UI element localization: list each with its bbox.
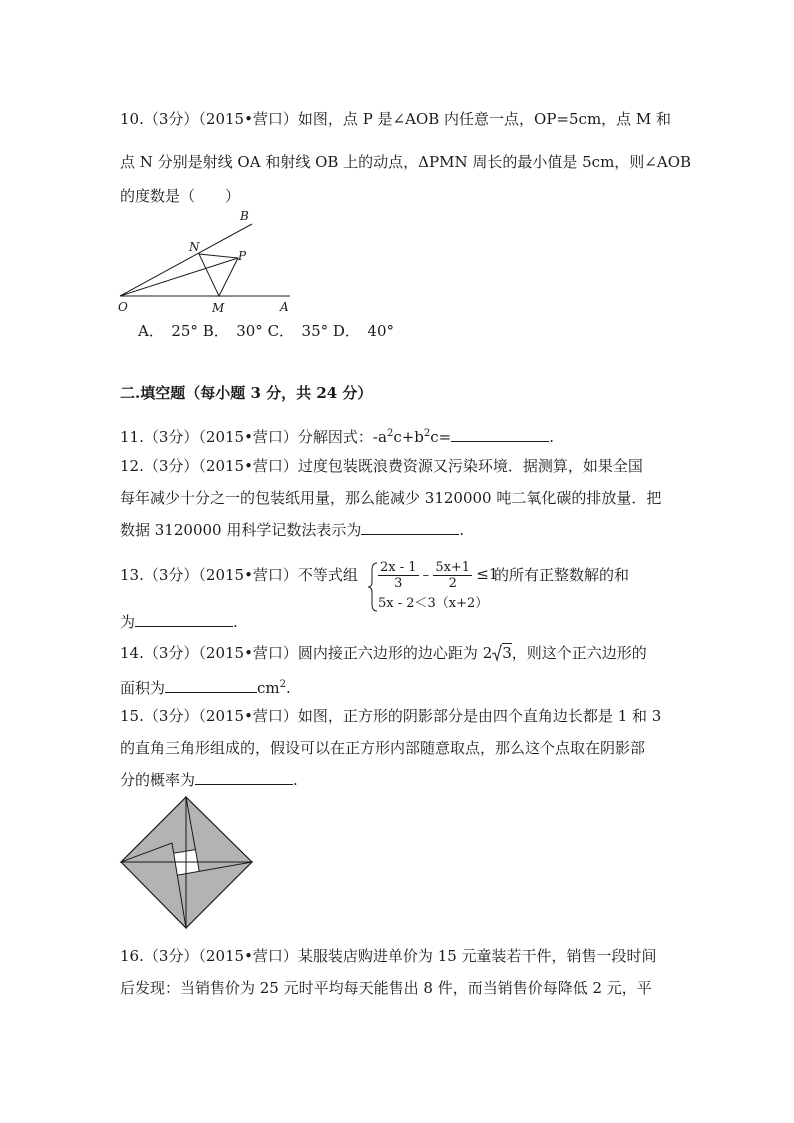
q16-line-2: 后发现：当销售价为 25 元时平均每天能售出 8 件，而当销售价每降低 2 元，平 — [120, 979, 652, 997]
fraction-1: $\frac{2x - 1}{3}$ — [380, 560, 417, 591]
q10-options: A． 25° B． 30° C． 35° D． 40° — [138, 322, 395, 340]
q15-square-figure — [118, 794, 258, 934]
inequality-row-2: 5x - 2＜3（x+2） — [378, 596, 489, 611]
q14-line-2: 面积为 $cm^2$. — [120, 679, 291, 697]
label-o: O — [118, 300, 128, 314]
inequality-row-1: $\frac{2x - 1}{3}$ – $\frac{5x+1}{2}$ ≤1 — [380, 560, 499, 591]
q14-line-1: 14.（3分）（2015•营口）圆内接正六边形的边心距为 2 3，则这个正六边形的 — [120, 644, 647, 662]
inequality-system — [368, 562, 508, 612]
q10-line-2: 点 N 分别是射线 OA 和射线 OB 上的动点，ΔPMN 周长的最小值是 5cm，则∠AOB — [120, 153, 692, 171]
radical-sign — [492, 644, 502, 662]
q15-line-2: 的直角三角形组成的，假设可以在正方形内部随意取点，那么这个点取在阴影部 — [120, 739, 646, 757]
label-p: P — [238, 249, 247, 263]
q13-line-1: 13.（3分）（2015•营口）不等式组 — [120, 566, 358, 584]
q15-line-1: 15.（3分）（2015•营口）如图，正方形的阴影部分是由四个直角边长都是 1 和 3 — [120, 707, 662, 725]
label-a: A — [280, 300, 289, 314]
label-m: M — [212, 301, 225, 315]
section-title: 二.填空题（每小题 3 分，共 24 分） — [120, 384, 373, 402]
q16-line-1: 16.（3分）（2015•营口）某服装店购进单价为 15 元童装若干件，销售一段时间 — [120, 947, 657, 965]
q13-line-2: 为 . — [120, 613, 238, 631]
q10-angle-figure — [112, 208, 302, 320]
q13-answer-blank[interactable] — [135, 612, 233, 627]
q12-line-1: 12.（3分）（2015•营口）过度包装既浪费资源又污染环境．据测算，如果全国 — [120, 457, 643, 475]
q13-suffix: 的所有正整数解的和 — [494, 566, 630, 584]
q14-answer-blank[interactable] — [165, 678, 257, 693]
label-b: B — [240, 209, 249, 223]
q12-answer-blank[interactable] — [361, 520, 459, 535]
q12-line-3: 数据 3120000 用科学记数法表示为 . — [120, 521, 465, 539]
q15-line-3: 分的概率为 . — [120, 771, 298, 789]
q15-answer-blank[interactable] — [195, 770, 293, 785]
fraction-2: $\frac{5x+1}{2}$ — [435, 560, 471, 591]
q11-answer-blank[interactable] — [451, 427, 549, 442]
label-n: N — [189, 240, 200, 254]
q10-line-3: 的度数是（ ） — [120, 187, 241, 205]
sqrt-expression: 3 — [492, 644, 512, 662]
q11-line: 11.（3分）（2015•营口）分解因式：$-a^2c+b^2c=$ . — [120, 428, 555, 446]
q10-line-1: 10.（3分）（2015•营口）如图，点 P 是∠AOB 内任意一点，OP=5cm，点 M 和 — [120, 110, 672, 128]
left-brace — [368, 562, 378, 612]
q12-line-2: 每年减少十分之一的包装纸用量，那么能减少 3120000 吨二氧化碳的排放量．把 — [120, 489, 662, 507]
